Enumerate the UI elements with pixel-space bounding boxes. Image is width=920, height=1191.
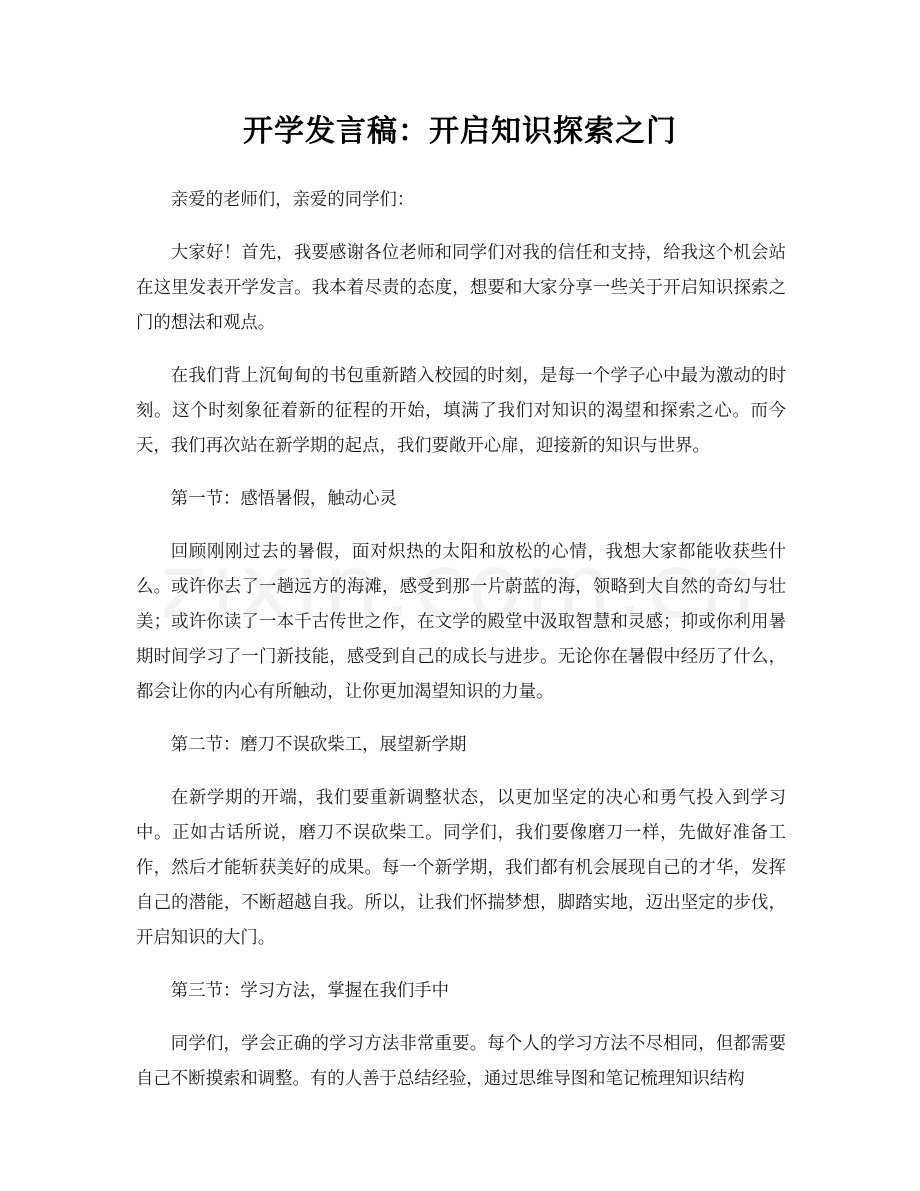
section-heading: 第二节：磨刀不误砍柴工，展望新学期 bbox=[170, 735, 467, 755]
document-body bbox=[136, 183, 786, 1115]
section-heading: 第三节：学习方法，掌握在我们手中 bbox=[170, 981, 450, 1001]
section-heading: 第一节：感悟暑假，触动心灵 bbox=[170, 489, 397, 509]
body-paragraph: 亲爱的老师们，亲爱的同学们： bbox=[170, 190, 415, 210]
body-paragraph: 在新学期的开端，我们要重新调整状态，以更加坚定的决心和勇气投入到学习中。正如古话所说，磨刀不误砍柴工。同学们，我们要像磨刀一样，先做好准备工作，然后才能斩获美好的成果。每一个新学期，我们都有机会展现自己的才华，发挥自己的潜能，不断超越自我。所以，让我们怀揣梦想，脚踏实地，迈出坚定的步伐，开启知识的大门。 bbox=[136, 788, 786, 948]
body-paragraph: 回顾刚刚过去的暑假，面对炽热的太阳和放松的心情，我想大家都能收获些什么。或许你去了一趟远方的海滩，感受到那一片蔚蓝的海，领略到大自然的奇幻与壮美；或许你读了一本千古传世之作，在文学的殿堂中汲取智慧和灵感；抑或你利用暑期时间学习了一门新技能，感受到自己的成长与进步。无论你在暑假中经历了什么，都会让你的内心有所触动，让你更加渴望知识的力量。 bbox=[136, 542, 786, 702]
body-paragraph: 在我们背上沉甸甸的书包重新踏入校园的时刻，是每一个学子心中最为激动的时刻。这个时刻象征着新的征程的开始，填满了我们对知识的渴望和探索之心。而今天，我们再次站在新学期的起点，我们要敞开心扉，迎接新的知识与世界。 bbox=[136, 366, 786, 456]
body-paragraph: 大家好！首先，我要感谢各位老师和同学们对我的信任和支持，给我这个机会站在这里发表开学发言。我本着尽责的态度，想要和大家分享一些关于开启知识探索之门的想法和观点。 bbox=[136, 243, 786, 333]
body-paragraph: 同学们，学会正确的学习方法非常重要。每个人的学习方法不尽相同，但都需要自己不断摸索和调整。有的人善于总结经验，通过思维导图和笔记梳理知识结构 bbox=[136, 1034, 786, 1089]
page-title: 开学发言稿：开启知识探索之门 bbox=[243, 114, 677, 149]
